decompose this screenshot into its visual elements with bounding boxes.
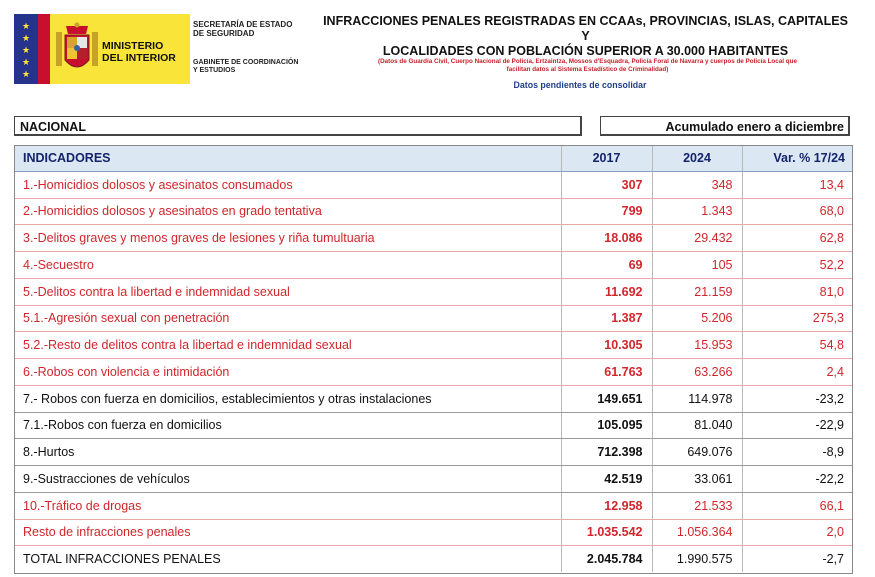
- ministry-name-line1: MINISTERIO: [102, 40, 164, 52]
- report-title-line2: LOCALIDADES CON POBLACIÓN SUPERIOR A 30.000 HABITANTES: [382, 44, 789, 58]
- indicator-cell: 2.-Homicidios dolosos y asesinatos en grado tentativa: [14, 198, 561, 225]
- star-icon: ★: [21, 45, 31, 55]
- variation-cell: -22,9: [742, 412, 853, 439]
- gabinete-label: [193, 59, 298, 75]
- value-2017-cell: 18.086: [561, 225, 652, 252]
- value-2024-cell: 63.266: [652, 359, 742, 386]
- value-2017-cell: 307: [561, 171, 652, 198]
- spain-flag-stripe: [38, 14, 50, 84]
- star-icon: ★: [21, 33, 31, 43]
- value-2017-cell: 11.692: [561, 278, 652, 305]
- value-2024-cell: 114.978: [652, 385, 742, 412]
- table-row: [14, 332, 853, 359]
- eu-flag-bar: [14, 14, 38, 84]
- table-header-row: [14, 145, 853, 171]
- value-2017-cell: 712.398: [561, 439, 652, 466]
- column-header-indicators: INDICADORES: [14, 145, 561, 171]
- table-row: [14, 252, 853, 279]
- value-2017-cell: 1.387: [561, 305, 652, 332]
- value-2024-cell: 1.056.364: [652, 519, 742, 546]
- value-2017-cell: 799: [561, 198, 652, 225]
- table-row: [14, 171, 853, 198]
- value-2024-cell: 348: [652, 171, 742, 198]
- value-2024-cell: 1.343: [652, 198, 742, 225]
- gabinete-line1: GABINETE DE COORDINACIÓN: [193, 59, 299, 66]
- value-2024-cell: 21.533: [652, 492, 742, 519]
- value-2024-cell: 15.953: [652, 332, 742, 359]
- pending-data-note: Datos pendientes de consolidar: [513, 80, 647, 90]
- value-2017-cell: 149.651: [561, 385, 652, 412]
- indicator-cell: 10.-Tráfico de drogas: [14, 492, 561, 519]
- value-2017-cell: 1.035.542: [561, 519, 652, 546]
- table-row: [14, 385, 853, 412]
- table-row: [14, 439, 853, 466]
- indicator-cell: 8.-Hurtos: [14, 439, 561, 466]
- secretaria-label: [193, 20, 292, 38]
- table-row: [14, 359, 853, 386]
- report-sources-line1: (Datos de Guardia Civil, Cuerpo Nacional de Policía, Ertzaintza, Mossos d'Esquadra, Policía Foral de Navarra y cuerpos de Policía Local que: [378, 58, 797, 65]
- value-2017-cell: 69: [561, 252, 652, 279]
- indicator-cell: 7.- Robos con fuerza en domicilios, establecimientos y otras instalaciones: [14, 385, 561, 412]
- variation-cell: 13,4: [742, 171, 853, 198]
- report-sources: [330, 58, 845, 74]
- indicator-cell: 1.-Homicidios dolosos y asesinatos consumados: [14, 171, 561, 198]
- variation-cell: 81,0: [742, 278, 853, 305]
- indicator-cell: 7.1.-Robos con fuerza en domicilios: [14, 412, 561, 439]
- ministry-logo: [14, 14, 190, 84]
- value-2024-cell: 21.159: [652, 278, 742, 305]
- column-header-2024: 2024: [652, 145, 742, 171]
- coat-of-arms-icon: [54, 22, 100, 78]
- star-icon: ★: [21, 21, 31, 31]
- variation-cell: 275,3: [742, 305, 853, 332]
- table-row: [14, 412, 853, 439]
- ministry-name-line2: DEL INTERIOR: [102, 52, 176, 64]
- report-title: [318, 14, 853, 59]
- value-2024-cell: 649.076: [652, 439, 742, 466]
- table-row: [14, 519, 853, 546]
- indicator-cell: 5.1.-Agresión sexual con penetración: [14, 305, 561, 332]
- star-icon: ★: [21, 57, 31, 67]
- indicator-cell: 6.-Robos con violencia e intimidación: [14, 359, 561, 386]
- table-row: [14, 225, 853, 252]
- value-2024-cell: 81.040: [652, 412, 742, 439]
- scope-field: NACIONAL: [14, 116, 582, 136]
- ministry-name: [102, 40, 176, 64]
- secretaria-line1: SECRETARÍA DE ESTADO: [193, 20, 293, 29]
- value-2024-cell: 1.990.575: [652, 546, 742, 572]
- crime-indicators-table: [14, 145, 853, 572]
- variation-cell: 66,1: [742, 492, 853, 519]
- indicator-cell: TOTAL INFRACCIONES PENALES: [23, 552, 221, 567]
- variation-cell: 2,0: [742, 519, 853, 546]
- indicator-cell: 4.-Secuestro: [14, 252, 561, 279]
- period-field: Acumulado enero a diciembre: [600, 116, 850, 136]
- gabinete-line2: Y ESTUDIOS: [193, 67, 236, 74]
- variation-cell: 54,8: [742, 332, 853, 359]
- value-2024-cell: 29.432: [652, 225, 742, 252]
- table-row: [14, 305, 853, 332]
- table-row: [14, 466, 853, 493]
- variation-cell: -2,7: [742, 546, 853, 572]
- value-2024-cell: 5.206: [652, 305, 742, 332]
- column-header-variation: Var. % 17/24: [742, 145, 853, 171]
- value-2017-cell: 10.305: [561, 332, 652, 359]
- value-2017-cell: 12.958: [561, 492, 652, 519]
- variation-cell: -22,2: [742, 466, 853, 493]
- value-2024-cell: 105: [652, 252, 742, 279]
- value-2024-cell: 33.061: [652, 466, 742, 493]
- value-2017-cell: 42.519: [561, 466, 652, 493]
- indicator-cell: 9.-Sustracciones de vehículos: [14, 466, 561, 493]
- variation-cell: 62,8: [742, 225, 853, 252]
- report-title-line1: INFRACCIONES PENALES REGISTRADAS EN CCAAs, PROVINCIAS, ISLAS, CAPITALES Y: [323, 14, 848, 43]
- value-2017-cell: 105.095: [561, 412, 652, 439]
- star-icon: ★: [21, 69, 31, 79]
- indicator-cell: 3.-Delitos graves y menos graves de lesiones y riña tumultuaria: [14, 225, 561, 252]
- variation-cell: 52,2: [742, 252, 853, 279]
- value-2017-cell: 61.763: [561, 359, 652, 386]
- variation-cell: 2,4: [742, 359, 853, 386]
- value-2017-cell: 2.045.784: [561, 546, 652, 572]
- column-header-2017: 2017: [561, 145, 652, 171]
- indicator-cell: 5.2.-Resto de delitos contra la libertad e indemnidad sexual: [14, 332, 561, 359]
- variation-cell: -23,2: [742, 385, 853, 412]
- secretaria-line2: DE SEGURIDAD: [193, 29, 255, 38]
- table-row: [14, 198, 853, 225]
- table-row: [14, 492, 853, 519]
- variation-cell: 68,0: [742, 198, 853, 225]
- variation-cell: -8,9: [742, 439, 853, 466]
- indicator-cell: 5.-Delitos contra la libertad e indemnidad sexual: [14, 278, 561, 305]
- indicator-cell: Resto de infracciones penales: [14, 519, 561, 546]
- table-row: [14, 278, 853, 305]
- report-sources-line2: facilitan datos al Sistema Estadístico de Criminalidad): [506, 66, 669, 73]
- table-row: [14, 546, 853, 572]
